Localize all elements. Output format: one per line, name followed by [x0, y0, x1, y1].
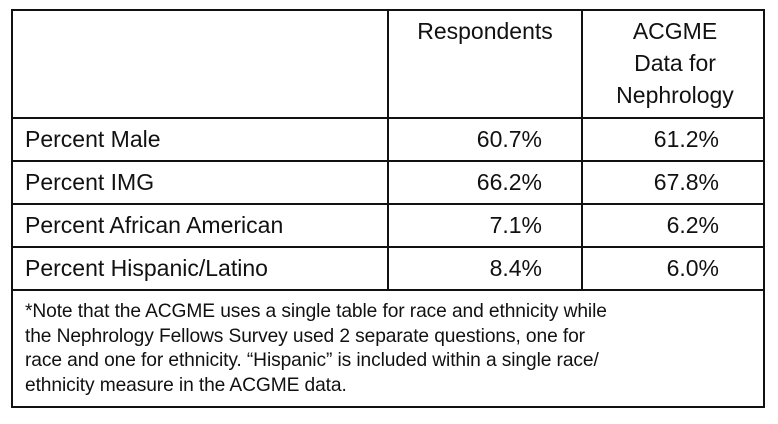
footnote-line: race and one for ethnicity. “Hispanic” is included within a single race/ [25, 350, 599, 371]
table-row [13, 247, 763, 290]
acgme-value: 61.2% [582, 118, 763, 161]
respondents-value: 66.2% [388, 161, 582, 204]
footnote [13, 291, 763, 398]
table-header-row [13, 11, 763, 118]
footnote-line: ethnicity measure in the ACGME data. [25, 374, 347, 396]
row-label: Percent Hispanic/Latino [13, 247, 388, 290]
row-label: Percent IMG [13, 161, 388, 204]
respondents-value: 7.1% [388, 204, 582, 247]
respondents-value: 60.7% [388, 118, 582, 161]
header-acgme-line: Nephrology [616, 82, 734, 108]
table-row [13, 161, 763, 204]
footnote-line: *Note that the ACGME uses a single table for race and ethnicity while [25, 301, 607, 322]
acgme-value: 6.2% [582, 204, 763, 247]
row-label: Percent Male [13, 118, 388, 161]
header-acgme-line: ACGME [632, 18, 718, 44]
row-label: Percent African American [13, 204, 388, 247]
comparison-table-frame [11, 9, 765, 408]
acgme-value: 67.8% [582, 161, 763, 204]
footnote-line: the Nephrology Fellows Survey used 2 separate questions, one for [25, 325, 585, 347]
comparison-table [13, 11, 763, 291]
header-acgme-line: Data for [634, 50, 716, 76]
header-acgme [582, 11, 763, 118]
table-row [13, 118, 763, 161]
respondents-value: 8.4% [388, 247, 582, 290]
acgme-value: 6.0% [582, 247, 763, 290]
header-empty-cell [13, 11, 388, 118]
header-respondents: Respondents [388, 11, 582, 118]
table-row [13, 204, 763, 247]
